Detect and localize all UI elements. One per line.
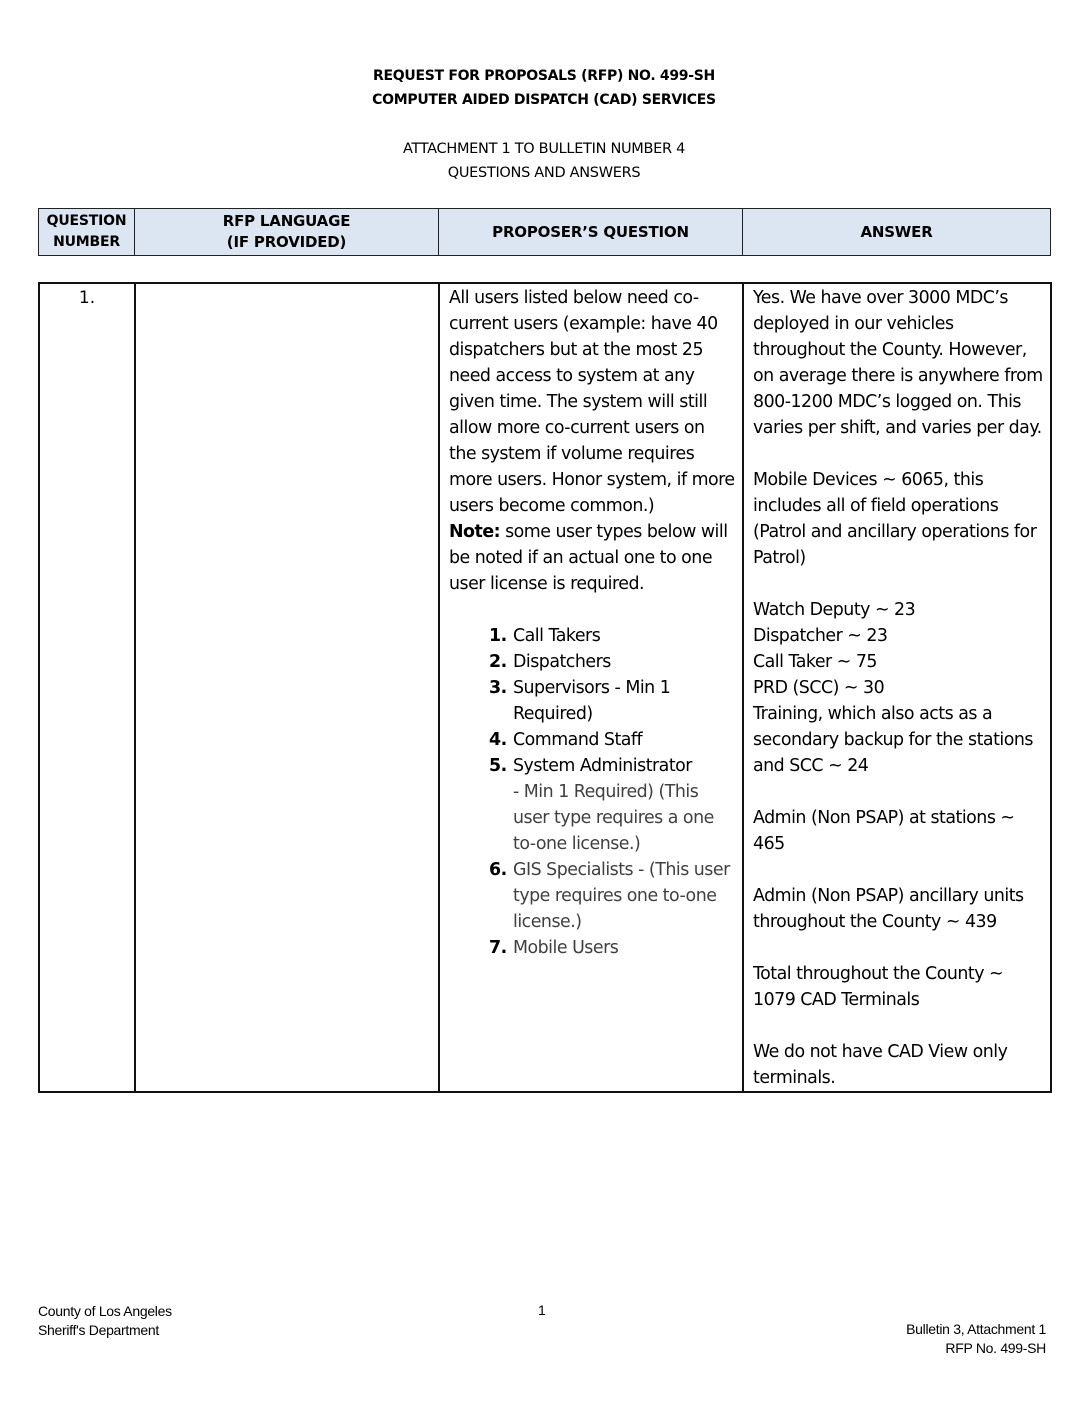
answer-paragraph-5: Total throughout the County ~ 1079 CAD Terminals [753,964,1004,1010]
list-label: Call Takers [513,626,601,646]
footer-organization [38,1302,172,1340]
title-line-2: COMPUTER AIDED DISPATCH (CAD) SERVICES [372,92,716,108]
list-item [489,753,736,857]
header-rfp-language-line-1: RFP LANGUAGE [222,212,351,230]
list-label: GIS Specialists - (This user type requires one to-one license.) [513,860,730,932]
document-subtitle [0,137,1088,185]
list-number: 5. [489,756,507,776]
list-label: Command Staff [513,730,643,750]
list-item [489,623,736,649]
note-label: Note: [449,522,501,542]
list-label: Supervisors - Min 1 Required) [513,678,671,724]
header-question-number-line-2: NUMBER [53,234,120,250]
count-line: PRD (SCC) ~ 30 [753,678,885,698]
list-item [489,727,736,753]
answer-counts [753,597,1044,779]
footer-left-line-1: County of Los Angeles [38,1303,172,1319]
question-note [449,519,736,597]
list-number: 6. [489,860,507,880]
list-number: 4. [489,730,507,750]
user-type-list [449,623,736,961]
note-text: some user types below will be noted if an actual one to one user license is required. [449,522,728,594]
proposers-question-cell [439,283,743,1092]
header-question-number [39,209,135,256]
answer-paragraph-3: Admin (Non PSAP) at stations ~ 465 [753,808,1015,854]
list-number: 1. [489,626,507,646]
list-label: Dispatchers [513,652,611,672]
count-line: Call Taker ~ 75 [753,652,877,672]
rfp-language-cell [135,283,439,1092]
header-rfp-language [135,209,439,256]
count-line: Watch Deputy ~ 23 [753,600,916,620]
list-label: Mobile Users [513,938,619,958]
footer-left-line-2: Sheriff's Department [38,1322,159,1338]
title-line-1: REQUEST FOR PROPOSALS (RFP) NO. 499-SH [373,68,715,84]
list-number: 2. [489,652,507,672]
list-item [489,675,736,727]
footer-right-line-2: RFP No. 499-SH [945,1340,1046,1356]
list-label [513,753,736,857]
qa-table-header [38,208,1051,256]
header-rfp-language-line-2: (IF PROVIDED) [226,233,347,251]
answer-paragraph-6: We do not have CAD View only terminals. [753,1042,1008,1088]
table-row [39,283,1051,1092]
document-title [0,64,1088,112]
answer-paragraph-2: Mobile Devices ~ 6065, this includes all of field operations (Patrol and ancillary operations for Patrol) [753,470,1037,568]
count-line: Training, which also acts as a secondary backup for the stations and SCC ~ 24 [753,704,1033,776]
list-item [489,857,736,935]
answer-paragraph-1: Yes. We have over 3000 MDC’s deployed in our vehicles throughout the County. However, on average there is anywhere from 800-1200 MDC’s logged on. This varies per shift, and varies per day. [753,288,1043,438]
list-label-main: System Administrator [513,756,692,776]
question-number-cell: 1. [39,283,135,1092]
header-question-number-line-1: QUESTION [46,213,127,229]
answer-paragraph-4: Admin (Non PSAP) ancillary units throughout the County ~ 439 [753,886,1024,932]
list-item [489,649,736,675]
list-item [489,935,736,961]
list-number: 3. [489,678,507,698]
qa-table-body [38,282,1052,1093]
answer-cell [743,283,1051,1092]
subtitle-line-1: ATTACHMENT 1 TO BULLETIN NUMBER 4 [402,141,686,157]
header-answer: ANSWER [743,209,1051,256]
page-number: 1 [538,1302,546,1318]
footer-right-line-1: Bulletin 3, Attachment 1 [906,1321,1046,1337]
subtitle-line-2: QUESTIONS AND ANSWERS [447,165,641,181]
count-line: Dispatcher ~ 23 [753,626,888,646]
list-number: 7. [489,938,507,958]
question-intro: All users listed below need co-current users (example: have 40 dispatchers but at the most 25 need access to system at any given time. The system will still allow more co-current users on the system if volume requires more users. Honor system, if more users become common.) [449,288,735,516]
list-label-continuation: - Min 1 Required) (This user type requires a one to-one license.) [513,782,714,854]
header-proposers-question: PROPOSER’S QUESTION [439,209,743,256]
footer-reference [906,1320,1046,1358]
